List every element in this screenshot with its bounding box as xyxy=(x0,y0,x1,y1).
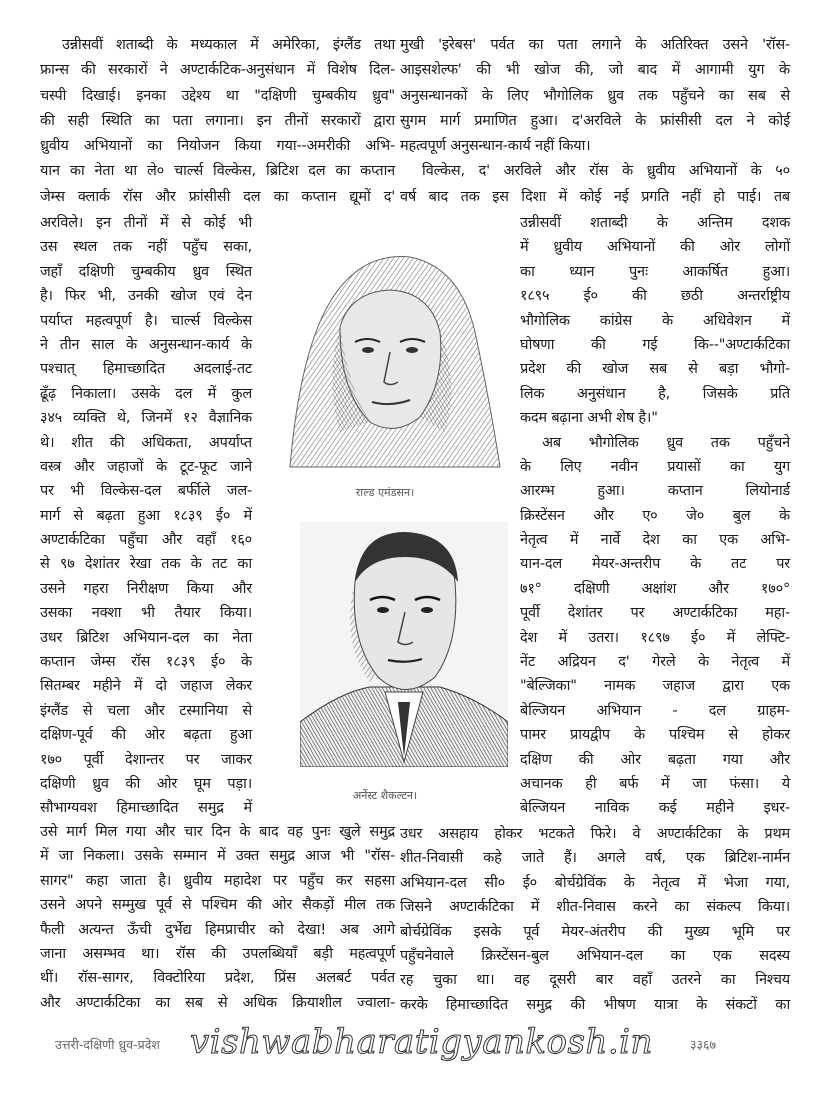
text-line: उसे मार्ग मिल गया और चार दिन के बाद वह पुनः खुले समुद्र xyxy=(40,824,395,840)
right-column-top-text xyxy=(400,33,790,210)
text-line: यान का नेता था ले० चार्ल्स विल्केस, ब्रिटिश दल का कप्तान xyxy=(40,163,395,180)
text-line: ३४५ व्यक्ति थे, जिनमें १२ वैज्ञानिक xyxy=(40,410,252,427)
text-line: सागर" कहा जाता है। ध्रुवीय महादेश पर पहुँच कर सहसा xyxy=(40,872,395,889)
left-column-narrow-text xyxy=(40,211,252,821)
text-line: ने तीन साल के अनुसन्धान-कार्य के xyxy=(40,336,252,353)
text-line: लिक अनुसंधान है, जिसके प्रति xyxy=(520,385,790,402)
text-line: अब भौगोलिक ध्रुव तक पहुँचने xyxy=(542,434,790,451)
text-line: के लिए नवीन प्रयासों का युग xyxy=(520,458,790,475)
text-line: १८९५ ई० की छठी अन्तर्राष्ट्रीय xyxy=(520,288,790,305)
text-line: दक्षिण-पूर्व की ओर बढ़ता हुआ xyxy=(40,727,252,744)
text-line: की सही स्थिति का पता लगाना। इन तीनों सरकारों द्वारा xyxy=(40,112,395,129)
text-line: महत्वपूर्ण अनुसन्धान-कार्य नहीं किया। xyxy=(400,138,591,155)
portrait-shackleton-image xyxy=(300,522,508,767)
text-line: ढूँढ़ निकाला। उसके दल में कुल xyxy=(40,385,252,402)
text-line: अभियान-दल सी० ई० बोर्चग्रेविंक के नेतृत्व में भेजा गया, xyxy=(400,874,790,891)
text-line: सौभाग्यवश हिमाच्छादित समुद्र में xyxy=(40,800,252,817)
text-line: "बेल्जिका" नामक जहाज द्वारा एक xyxy=(520,678,790,695)
right-column-bottom-text xyxy=(400,822,790,1017)
text-line: उधर असहाय होकर भटकते फिरे। वे अण्टार्कटिका के प्रथम xyxy=(400,826,790,842)
text-line: जाना असम्भव था। रॉस की उपलब्धियाँ बड़ी महत्वपूर्ण xyxy=(40,945,395,962)
text-line: है। फिर भी, उनकी खोज एवं देन xyxy=(40,288,252,305)
text-line: कदम बढ़ाना अभी शेष है।" xyxy=(520,410,658,427)
text-line: इंग्लैंड से चला और टस्मानिया से xyxy=(40,702,252,719)
text-line: में ध्रुवीय अभियानों की ओर लोगों xyxy=(520,239,790,256)
portrait-amundsen-image xyxy=(270,232,505,472)
text-line: सितम्बर महीने में दो जहाज लेकर xyxy=(40,678,252,695)
text-line: पर्याप्त महत्वपूर्ण है। चार्ल्स विल्केस xyxy=(40,312,252,329)
text-line: उन्नीसवीं शताब्दी के मध्यकाल में अमेरिका, इंग्लैंड तथा xyxy=(62,37,395,53)
text-line: थे। शीत की अधिकता, अपर्याप्त xyxy=(40,434,252,451)
text-line: थीं। रॉस-सागर, विक्टोरिया प्रदेश, प्रिंस अलबर्ट पर्वत xyxy=(40,970,395,987)
text-line: आरम्भ हुआ। कप्तान लियोनार्ड xyxy=(520,483,790,500)
text-line: ७१° दक्षिणी अक्षांश और १७०° xyxy=(520,580,790,597)
text-line: उधर ब्रिटिश अभियान-दल का नेता xyxy=(40,629,252,646)
text-line: घोषणा की गई कि--"अण्टार्कटिका xyxy=(520,336,790,353)
text-line: १७० पूर्वी देशान्तर पर जाकर xyxy=(40,751,252,768)
text-line: करके हिमाच्छादित समुद्र की भीषण यात्रा के संकटों का xyxy=(400,996,790,1013)
text-line: का ध्यान पुनः आकर्षित हुआ। xyxy=(520,263,790,280)
left-column-top-text xyxy=(40,33,395,210)
text-line: देश में उतरा। १८९७ ई० में लेफ्टि- xyxy=(520,629,790,646)
text-line: में जा निकला। उसके सम्मान में उक्त समुद्र आज भी "रॉस- xyxy=(40,848,395,865)
text-line: उसने गहरा निरीक्षण किया और xyxy=(40,580,252,597)
text-line: बेल्जियन नाविक कई महीने इधर- xyxy=(520,800,790,817)
text-line: उस स्थल तक नहीं पहुँच सका, xyxy=(40,239,252,256)
text-line: आइसशेल्फ' की भी खोज की, जो बाद में आगामी युग के xyxy=(400,62,790,79)
text-line: फैली अत्यन्त ऊँची दुर्भेद्य हिमप्राचीर को देखा! अब आगे xyxy=(40,921,395,938)
text-line: वस्त्र और जहाजों के टूट-फूट जाने xyxy=(40,458,252,475)
text-line: पर भी विल्केस-दल बर्फीले जल- xyxy=(40,483,252,500)
text-line: रह चुका था। वह दूसरी बार वहाँ उतरने का निश्चय xyxy=(400,972,790,989)
text-line: प्रदेश की खोज सब से बड़ा भौगो- xyxy=(520,361,790,378)
portrait-caption-top: राल्ड एमंडसन। xyxy=(355,486,415,499)
text-line: भौगोलिक कांग्रेस के अधिवेशन में xyxy=(520,312,790,329)
text-line: जहाँ दक्षिणी चुम्बकीय ध्रुव स्थित xyxy=(40,263,252,280)
text-line: यान-दल मेयर-अन्तरीप के तट पर xyxy=(520,556,790,573)
text-line: विल्केस, द' अरविले और रॉस के ध्रुवीय अभियानों के ५० xyxy=(422,163,790,180)
text-line: मुखी 'इरेबस' पर्वत का पता लगाने के अतिरिक्त उसने 'रॉस- xyxy=(400,37,790,53)
text-line: अरविले। इन तीनों में से कोई भी xyxy=(40,215,252,231)
text-line: जिसने अण्टार्कटिका में शीत-निवास करने का संकल्प किया। xyxy=(400,899,790,916)
text-line: उसने अपने सम्मुख पूर्व से पश्चिम की ओर सैकड़ों मील तक xyxy=(40,897,395,914)
text-line: फ्रान्स की सरकारों ने अण्टार्कटिक-अनुसंधान में विशेष दिल- xyxy=(40,62,395,79)
text-line: पूर्वी देशांतर पर अण्टार्कटिका महा- xyxy=(520,605,790,622)
text-line: वर्ष बाद तक इस दिशा में कोई नई प्रगति नहीं हो पाई। तब xyxy=(400,188,790,205)
right-column-narrow-text xyxy=(520,211,790,821)
text-line: जेम्स क्लार्क रॉस और फ्रांसीसी दल का कप्तान द्यूमों द' xyxy=(40,188,395,205)
text-line: अचानक ही बर्फ में जा फंसा। ये xyxy=(520,775,790,792)
text-line: बेल्जियन अभियान - दल ग्राहम- xyxy=(520,702,790,719)
text-line: उन्नीसवीं शताब्दी के अन्तिम दशक xyxy=(520,215,790,231)
text-line: क्रिस्टेंसन और ए० जे० बुल के xyxy=(520,507,790,524)
text-line: नेतृत्व में नार्वे देश का एक अभि- xyxy=(520,532,790,549)
left-column-bottom-text xyxy=(40,820,395,1015)
text-line: ध्रुवीय अभियानों का नियोजन किया गया--अमरीकी अभि- xyxy=(40,138,395,155)
text-line: अण्टार्कटिका पहुँचा और वहाँ १६० xyxy=(40,532,252,549)
text-line: चस्पी दिखाई। इनका उद्देश्य था "दक्षिणी चुम्बकीय ध्रुव" xyxy=(40,87,395,104)
text-line: कप्तान जेम्स रॉस १८३९ ई० के xyxy=(40,654,252,671)
text-line: दक्षिण की ओर बढ़ता गया और xyxy=(520,751,790,768)
running-footer-title: उत्तरी-दक्षिणी ध्रुव-प्रदेश xyxy=(55,1037,160,1052)
page-number: ३३६७ xyxy=(690,1037,717,1052)
text-line: मार्ग से बढ़ता हुआ १८३९ ई० में xyxy=(40,507,252,524)
text-line: नेंट अद्रियन द' गेरले के नेतृत्व में xyxy=(520,654,790,671)
watermark: vishwabharatigyankosh.in xyxy=(190,1022,653,1062)
text-line: अनुसन्धानकों के लिए भौगोलिक ध्रुव तक पहुँचने का सब से xyxy=(400,87,790,104)
text-line: शीत-निवासी कहे जाते हैं। अगले वर्ष, एक ब्रिटिश-नार्मन xyxy=(400,850,790,867)
text-line: बोर्चग्रेविंक इसके पूर्व मेयर-अंतरीप की मुख्य भूमि पर xyxy=(400,923,790,940)
text-line: पहुँचनेवाले क्रिस्टेंसन-बुल अभियान-दल का एक सदस्य xyxy=(400,947,790,964)
text-line: और अण्टार्कटिका का सब से अधिक क्रियाशील ज्वाला- xyxy=(40,994,395,1011)
text-line: पश्चात् हिमाच्छादित अदलाई-तट xyxy=(40,361,252,378)
text-line: दक्षिणी ध्रुव की ओर घूम पड़ा। xyxy=(40,775,252,792)
text-line: से ९७ देशांतर रेखा तक के तट का xyxy=(40,556,252,573)
text-line: पामर प्रायद्वीप के पश्चिम से होकर xyxy=(520,727,790,744)
text-line: सुगम मार्ग प्रमाणित हुआ। द'अरविले के फ्रांसीसी दल ने कोई xyxy=(400,112,790,129)
portrait-caption-bottom: अर्नेस्ट शैकल्टन। xyxy=(352,789,418,802)
text-line: उसका नक्शा भी तैयार किया। xyxy=(40,605,252,622)
